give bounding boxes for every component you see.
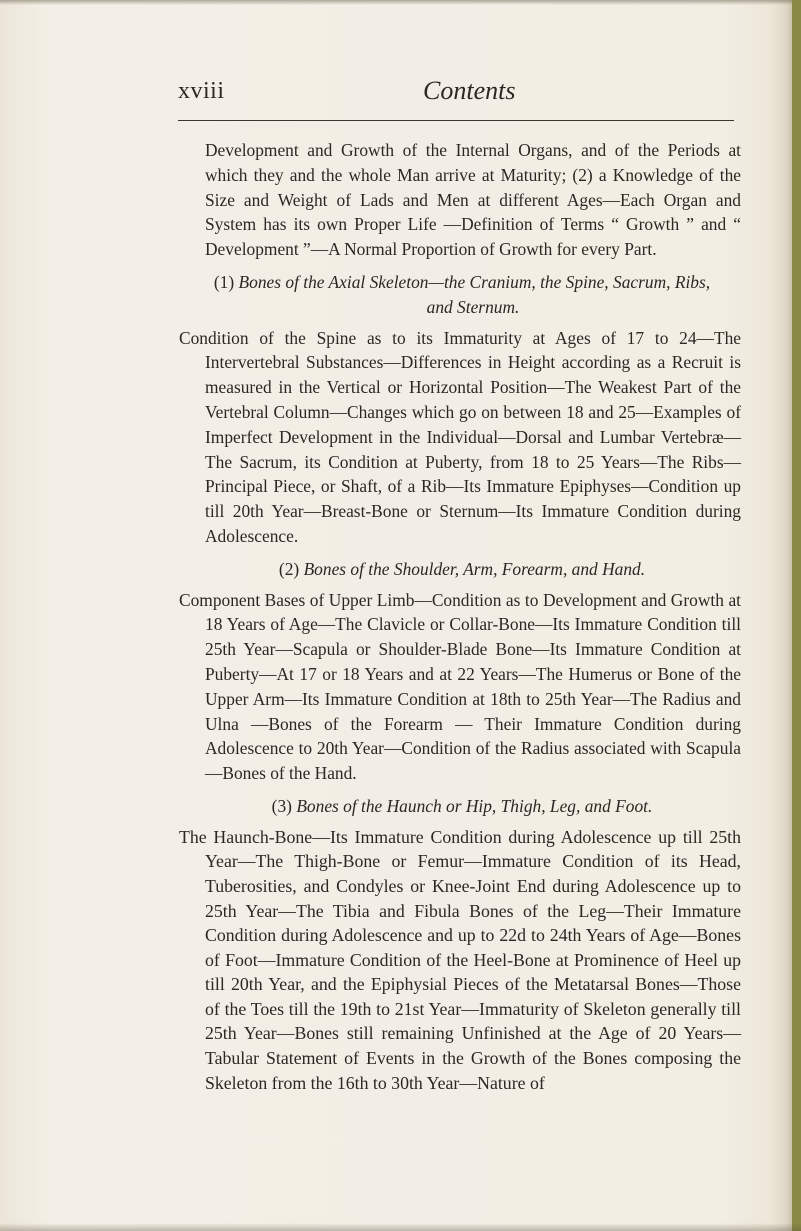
section-3-number: (3) [271, 795, 292, 816]
contents-body [179, 138, 741, 1095]
section-2-heading: Bones of the Shoulder, Arm, Forearm, and Hand. [303, 558, 646, 579]
section-1-number: (1) [213, 271, 235, 292]
page-bottom-edge [0, 1223, 801, 1231]
section-3-title [179, 794, 741, 819]
section-2-title [179, 557, 741, 582]
section-2-number: (2) [278, 558, 300, 579]
section-1-title [179, 270, 741, 320]
intro-paragraph: Development and Growth of the Internal Organs, and of the Periods at which they and the whole Man arrive at Maturity; (2) a Knowledge of the Size and Weight of Lads and Men at different Ages—Each Organ and System has its own Proper Life —Definition of Terms “ Growth ” and “ Development ”—A Normal Proportion of Growth for every Part. [205, 140, 741, 260]
page-top-edge [0, 0, 801, 5]
book-spine-edge [792, 0, 801, 1231]
running-head: Contents [423, 76, 516, 105]
section-3-body: The Haunch-Bone—Its Immature Condition during Adolescence up till 25th Year—The Thigh-Bone or Femur—Immature Condition of its Head, Tuberosities, and Condyles or Knee-Joint End during Adolescence up to 25th Year—The Tibia and Fibula Bones of the Leg—Their Immature Condition during Adolescence and up to 22d to 24th Years of Age—Bones of Foot—Immature Condition of the Heel-Bone at Prominence of Heel up till 20th Year, and the Epiphysial Pieces of the Metatarsal Bones—Those of the Toes till the 19th to 21st Year—Immaturity of Skeleton generally till 25th Year—Bones still remaining Unfinished at the Age of 20 Years—Tabular Statement of Events in the Growth of the Bones composing the Skeleton from the 16th to 30th Year—Nature of [179, 826, 741, 1093]
section-2-body: Component Bases of Upper Limb—Condition as to Development and Growth at 18 Years of Age—The Clavicle or Collar-Bone—Its Immature Condition till 25th Year—Scapula or Shoulder-Blade Bone—Its Immature Condition at Puberty—At 17 or 18 Years and at 22 Years—The Humerus or Bone of the Upper Arm—Its Immature Condition at 18th to 25th Year—The Radius and Ulna —Bones of the Forearm — Their Immature Condition during Adolescence to 20th Year—Condition of the Radius associated with Scapula—Bones of the Hand. [179, 589, 741, 784]
section-3-heading: Bones of the Haunch or Hip, Thigh, Leg, and Foot. [296, 795, 653, 816]
section-1-body: Condition of the Spine as to its Immaturity at Ages of 17 to 24—The Intervertebral Substances—Differences in Height according as a Recruit is measured in the Vertical or Horizontal Position—The Weakest Part of the Vertebral Column—Changes which go on between 18 and 25—Examples of Imperfect Development in the Individual—Dorsal and Lumbar Vertebræ—The Sacrum, its Condition at Puberty, from 18 to 25 Years—The Ribs—Principal Piece, or Shaft, of a Rib—Its Immature Epiphyses—Condition up till 20th Year—Breast-Bone or Sternum—Its Immature Condition during Adolescence. [179, 327, 741, 546]
page-header [178, 72, 738, 116]
section-1-heading: Bones of the Axial Skeleton—the Cranium, the Spine, Sacrum, Ribs, and Sternum. [238, 271, 711, 317]
page-number: xviii [178, 78, 225, 104]
header-rule [178, 120, 734, 121]
